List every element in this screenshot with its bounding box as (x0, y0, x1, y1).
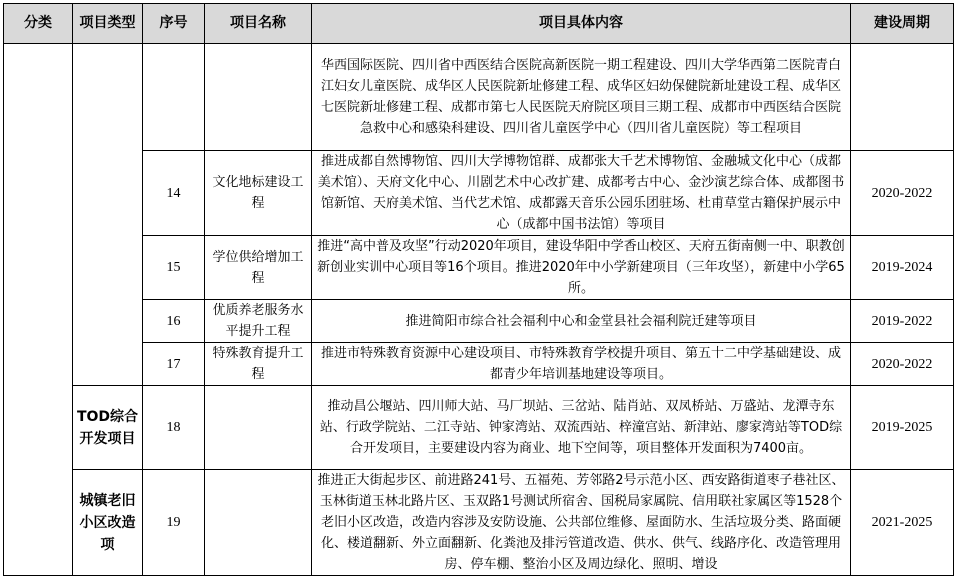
category-cell (4, 44, 73, 576)
header-type: 项目类型 (73, 4, 143, 44)
period-cell: 2020-2022 (851, 151, 954, 236)
content-cell: 推进“高中普及攻坚”行动2020年项目，建设华阳中学香山校区、天府五街南侧一中、职教创新创业实训中心项目等16个项目。推进2020年中小学新建项目（三年攻坚），新建中小学65所。 (312, 236, 851, 300)
table-row (4, 44, 954, 151)
name-cell: 学位供给增加工程 (205, 236, 312, 300)
seq-cell: 19 (143, 470, 205, 576)
period-cell: 2021-2025 (851, 470, 954, 576)
name-cell (205, 470, 312, 576)
content-cell: 推进简阳市综合社会福利中心和金堂县社会福利院迁建等项目 (312, 300, 851, 343)
name-cell: 文化地标建设工程 (205, 151, 312, 236)
header-category: 分类 (4, 4, 73, 44)
type-cell: TOD综合开发项目 (73, 386, 143, 470)
table-row (4, 236, 954, 300)
period-cell: 2020-2022 (851, 343, 954, 386)
period-cell: 2019-2025 (851, 386, 954, 470)
content-cell: 推进成都自然博物馆、四川大学博物馆群、成都张大千艺术博物馆、金融城文化中心（成都美术馆）、天府文化中心、川剧艺术中心改扩建、成都考古中心、金沙演艺综合体、成都图书馆新馆、天府美术馆、当代艺术馆、成都露天音乐公园乐团驻场、杜甫草堂古籍保护展示中心（成都中国书法馆）等项目 (312, 151, 851, 236)
type-cell: 城镇老旧小区改造项 (73, 470, 143, 576)
content-cell: 华西国际医院、四川省中西医结合医院高新医院一期工程建设、四川大学华西第二医院青白江妇女儿童医院、成华区人民医院新址修建工程、成华区妇幼保健院新址建设工程、成华区七医院新址修建工程、成都市第七人民医院天府院区项目三期工程、成都市中西医结合医院急救中心和感染科建设、四川省儿童医学中心（四川省儿童医院）等工程项目 (312, 44, 851, 151)
table-row (4, 470, 954, 576)
header-seq: 序号 (143, 4, 205, 44)
header-row (4, 4, 954, 44)
table-row (4, 343, 954, 386)
seq-cell: 17 (143, 343, 205, 386)
name-cell: 特殊教育提升工程 (205, 343, 312, 386)
header-name: 项目名称 (205, 4, 312, 44)
seq-cell: 16 (143, 300, 205, 343)
table-row (4, 300, 954, 343)
type-cell (73, 44, 143, 386)
content-cell: 推进市特殊教育资源中心建设项目、市特殊教育学校提升项目、第五十二中学基础建设、成都青少年培训基地建设等项目。 (312, 343, 851, 386)
table-row (4, 151, 954, 236)
name-cell (205, 44, 312, 151)
project-table (3, 3, 954, 576)
period-cell: 2019-2022 (851, 300, 954, 343)
seq-cell: 18 (143, 386, 205, 470)
name-cell: 优质养老服务水平提升工程 (205, 300, 312, 343)
seq-cell: 14 (143, 151, 205, 236)
name-cell (205, 386, 312, 470)
header-content: 项目具体内容 (312, 4, 851, 44)
content-cell: 推进正大街起步区、前进路241号、五福苑、芳邻路2号示范小区、西安路街道枣子巷社区、玉林街道玉林北路片区、玉双路1号测试所宿舍、国税局家属院、信用联社家属区等1528个老旧小区改造，改造内容涉及安防设施、公共部位维修、屋面防水、生活垃圾分类、路面硬化、楼道翻新、外立面翻新、化粪池及排污管道改造、供水、供气、线路序化、改造管理用房、停车棚、整治小区及周边绿化、照明、增设 (312, 470, 851, 576)
table-row (4, 386, 954, 470)
period-cell (851, 44, 954, 151)
seq-cell: 15 (143, 236, 205, 300)
header-period: 建设周期 (851, 4, 954, 44)
seq-cell (143, 44, 205, 151)
content-cell: 推动昌公堰站、四川师大站、马厂坝站、三岔站、陆肖站、双凤桥站、万盛站、龙潭寺东站、行政学院站、二江寺站、钟家湾站、双流西站、梓潼宫站、新津站、廖家湾站等TOD综合开发项目，主要建设内容为商业、地下空间等，项目整体开发面积为7400亩。 (312, 386, 851, 470)
period-cell: 2019-2024 (851, 236, 954, 300)
